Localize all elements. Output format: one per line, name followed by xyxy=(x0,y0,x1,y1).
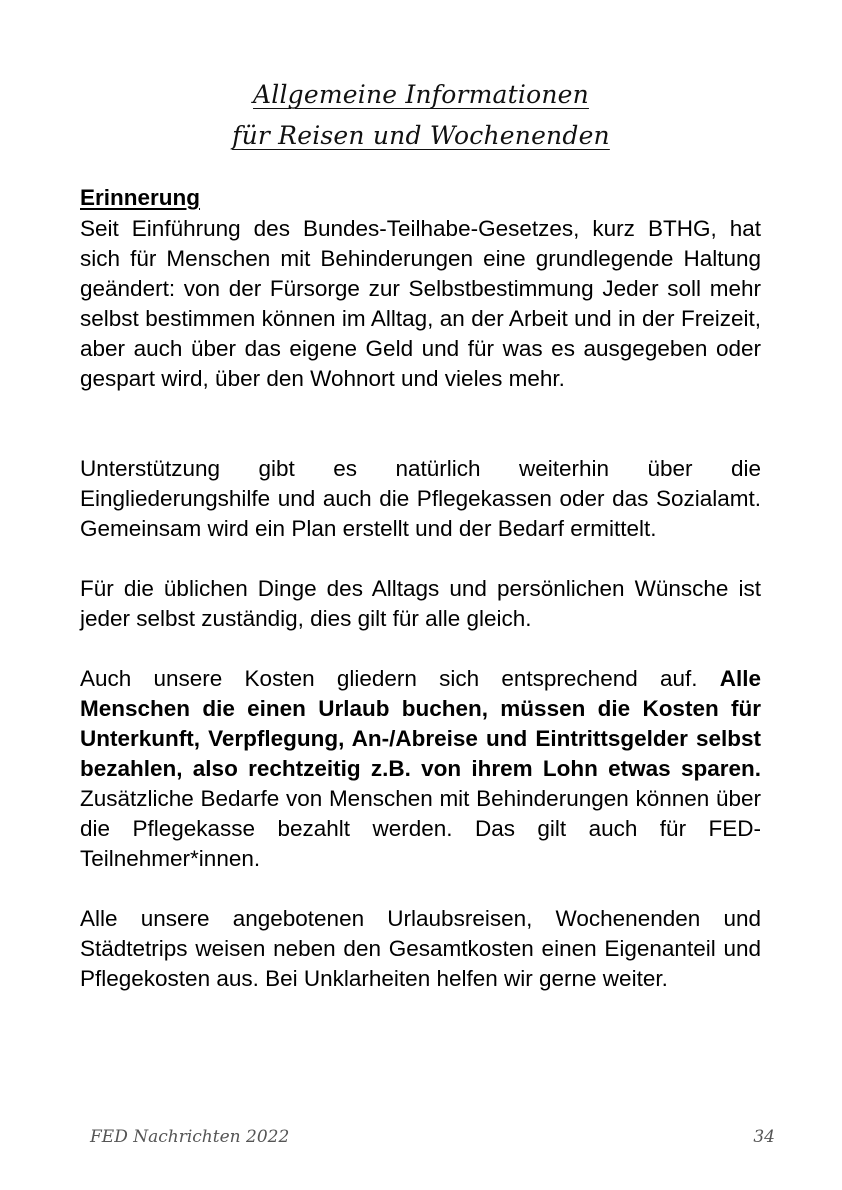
paragraph-everyday: Für die üblichen Dinge des Alltags und persönlichen Wünsche ist jeder selbst zuständig, dies gilt für alle gleich. xyxy=(80,576,761,631)
costs-intro-text: Auch unsere Kosten gliedern sich entsprechend auf. xyxy=(80,666,720,691)
paragraph-support: Unterstützung gibt es natürlich weiterhin über die Eingliederungshilfe und auch die Pflegekassen oder das Sozialamt. Gemeinsam wird ein Plan erstellt und der Bedarf ermittelt. xyxy=(80,456,761,541)
page-title-line-1: Allgemeine Informationen xyxy=(253,80,589,109)
footer-publication: FED Nachrichten 2022 xyxy=(90,1127,290,1147)
paragraph-costs xyxy=(80,664,761,874)
page-number: 34 xyxy=(753,1127,775,1147)
section-heading: Erinnerung xyxy=(80,185,201,210)
costs-bold-text: Alle Menschen die einen Urlaub buchen, müssen die Kosten für Unterkunft, Verpflegung, An-/Abreise und Eintrittsgelder selbst bezahlen, also rechtzeitig z.B. von ihrem Lohn etwas sparen. xyxy=(80,666,761,781)
paragraph-offers: Alle unsere angebotenen Urlaubsreisen, Wochenenden und Städtetrips weisen neben den Gesamtkosten einen Eigenanteil und Pflegekosten aus. Bei Unklarheiten helfen wir gerne weiter. xyxy=(80,906,761,991)
costs-extra-text: Zusätzliche Bedarfe von Menschen mit Behinderungen können über die Pflegekasse bezahlt werden. Das gilt auch für FED-Teilnehmer*innen. xyxy=(80,786,761,871)
page-title-line-2: für Reisen und Wochenenden xyxy=(232,121,610,150)
paragraph-bthg: Seit Einführung des Bundes-Teilhabe-Gesetzes, kurz BTHG, hat sich für Menschen mit Behinderungen eine grundlegende Haltung geändert: von der Fürsorge zur Selbstbestimmung Jeder soll mehr selbst bestimmen können im Alltag, an der Arbeit und in der Freizeit, aber auch über das eigene Geld und für was es ausgegeben oder gespart wird, über den Wohnort und vieles mehr. xyxy=(80,216,761,391)
